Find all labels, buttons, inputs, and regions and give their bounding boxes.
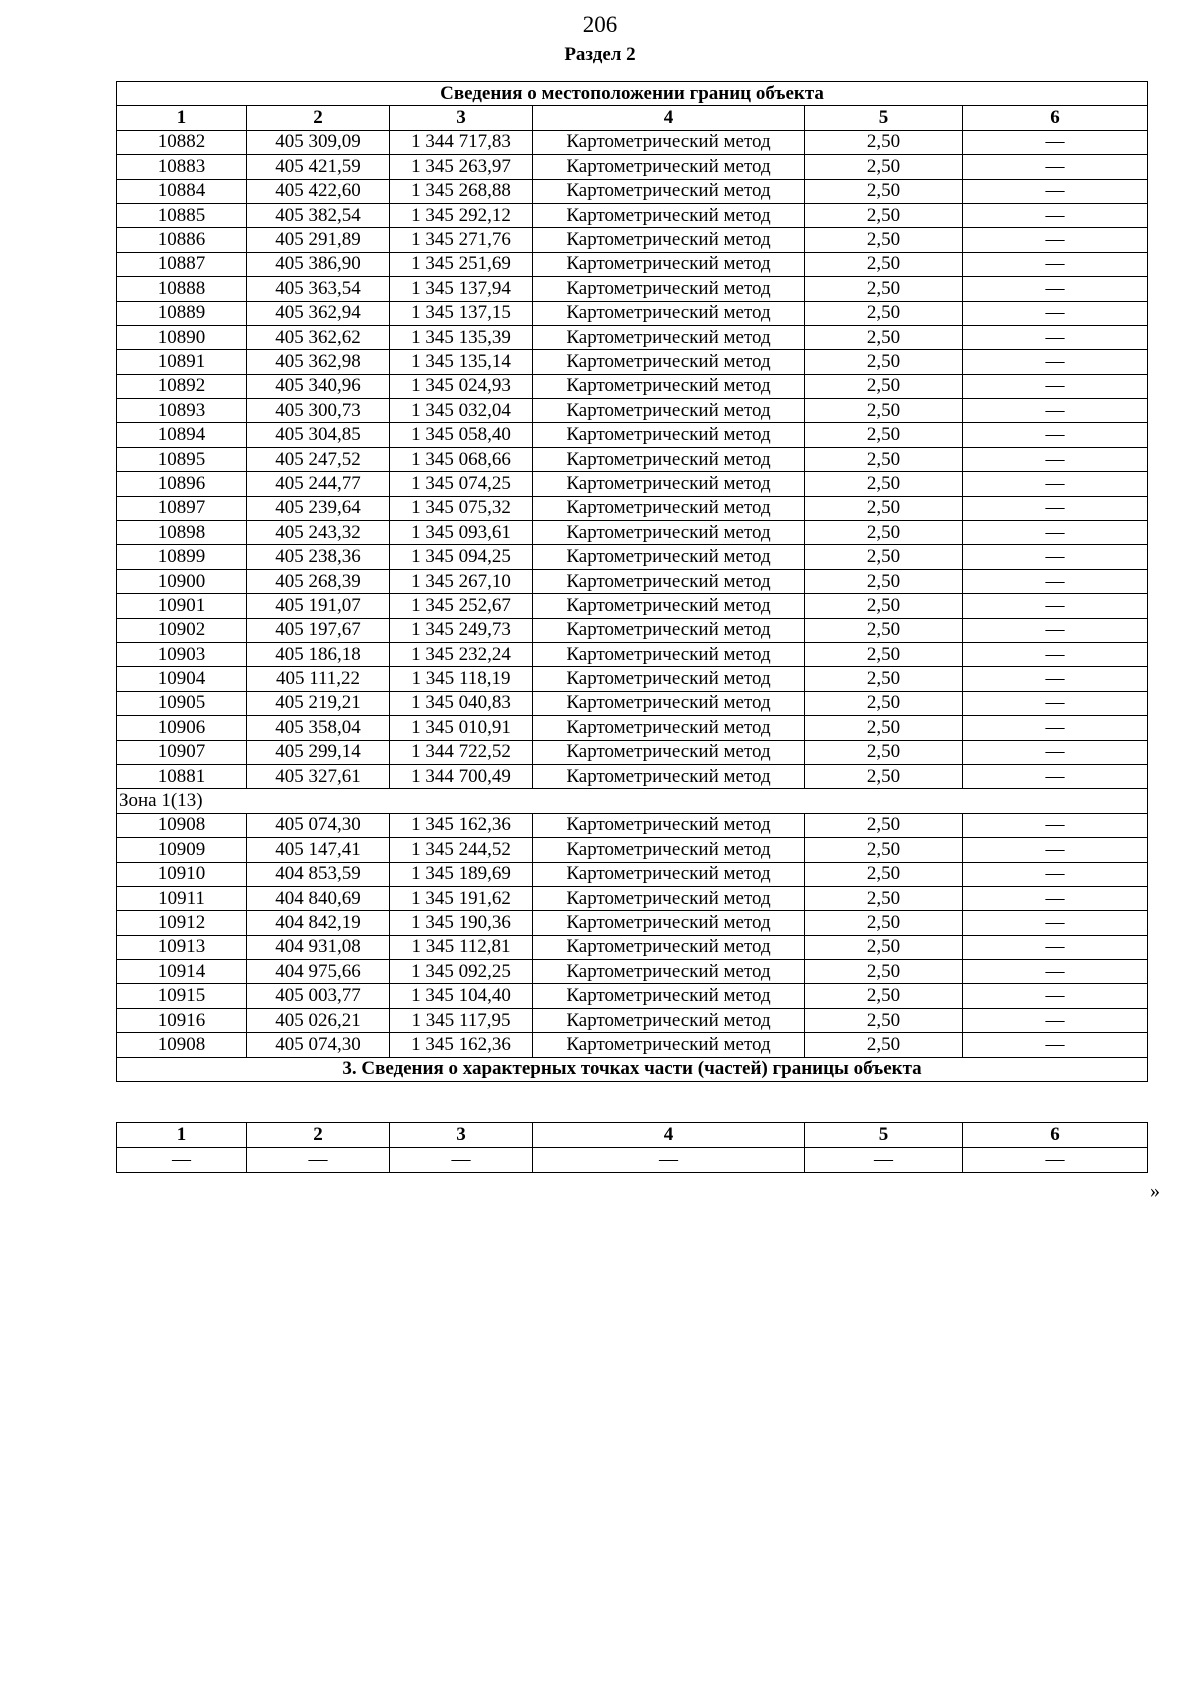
table-cell: Картометрический метод (533, 642, 805, 666)
table-cell: 2,50 (805, 594, 963, 618)
table-cell: Картометрический метод (533, 130, 805, 154)
table-cell: — (963, 667, 1148, 691)
table-cell: Картометрический метод (533, 228, 805, 252)
table-cell: — (963, 252, 1148, 276)
table-cell: — (963, 179, 1148, 203)
table-cell: — (247, 1147, 390, 1172)
table-cell: 405 244,77 (247, 472, 390, 496)
table-cell: 10881 (117, 764, 247, 788)
table-row (117, 130, 1148, 154)
table-cell: 405 191,07 (247, 594, 390, 618)
table-cell: 1 345 162,36 (390, 813, 533, 837)
table-cell: Картометрический метод (533, 569, 805, 593)
table-cell: — (963, 301, 1148, 325)
table-cell: 6 (963, 106, 1148, 130)
table-cell: — (963, 911, 1148, 935)
table-cell: 2,50 (805, 374, 963, 398)
table-row (117, 301, 1148, 325)
table-cell: Картометрический метод (533, 496, 805, 520)
table-cell: 1 344 700,49 (390, 764, 533, 788)
table-row (117, 545, 1148, 569)
table-row (117, 716, 1148, 740)
table-cell: — (963, 984, 1148, 1008)
table-cell: 10913 (117, 935, 247, 959)
table-cell: 405 247,52 (247, 447, 390, 471)
table-cell: 2,50 (805, 618, 963, 642)
table-row (117, 618, 1148, 642)
section-title: Раздел 2 (564, 44, 636, 65)
table-cell: 2,50 (805, 155, 963, 179)
table-row (117, 399, 1148, 423)
table-cell: 1 345 271,76 (390, 228, 533, 252)
table-cell: 10908 (117, 1033, 247, 1057)
table-cell: 1 345 104,40 (390, 984, 533, 1008)
table-cell: 10888 (117, 277, 247, 301)
table-cell: 2,50 (805, 203, 963, 227)
table-cell: 1 345 135,14 (390, 350, 533, 374)
table-cell: 2,50 (805, 886, 963, 910)
table-header-row (117, 106, 1148, 130)
table-cell: — (963, 691, 1148, 715)
table-cell: 405 362,62 (247, 325, 390, 349)
table-row (117, 886, 1148, 910)
table-cell: — (963, 569, 1148, 593)
table-cell: — (963, 838, 1148, 862)
table-cell: 10885 (117, 203, 247, 227)
table-cell: 404 931,08 (247, 935, 390, 959)
table-cell: 405 239,64 (247, 496, 390, 520)
boundary-parts-points-table (116, 1122, 1148, 1173)
table-cell: — (963, 764, 1148, 788)
table-cell: 1 345 074,25 (390, 472, 533, 496)
table-row (117, 960, 1148, 984)
table-cell: — (963, 374, 1148, 398)
table-cell: 1 345 093,61 (390, 521, 533, 545)
table-cell: 2,50 (805, 569, 963, 593)
table-cell: Картометрический метод (533, 423, 805, 447)
table-row (117, 155, 1148, 179)
table-cell: — (963, 399, 1148, 423)
table-cell: 3 (390, 106, 533, 130)
table-cell: — (963, 862, 1148, 886)
table-cell: 1 345 189,69 (390, 862, 533, 886)
table-cell: 1 345 251,69 (390, 252, 533, 276)
table-cell: — (963, 1033, 1148, 1057)
table-row (117, 569, 1148, 593)
table-cell: — (963, 594, 1148, 618)
table-cell: 1 345 024,93 (390, 374, 533, 398)
table-cell: 3 (390, 1123, 533, 1148)
table-cell: — (963, 886, 1148, 910)
table-row (117, 179, 1148, 203)
table-cell: 4 (533, 1123, 805, 1148)
section-3-caption: 3. Сведения о характерных точках части (частей) границы объекта (117, 1057, 1148, 1081)
table-cell: Картометрический метод (533, 886, 805, 910)
table-cell: 1 345 232,24 (390, 642, 533, 666)
table-row (117, 1147, 1148, 1172)
table-cell: 2,50 (805, 862, 963, 886)
table-row (117, 252, 1148, 276)
table-row (117, 447, 1148, 471)
table-cell: — (963, 960, 1148, 984)
table-cell: — (963, 472, 1148, 496)
table-cell: 10914 (117, 960, 247, 984)
table-row (117, 1008, 1148, 1032)
table-row (117, 594, 1148, 618)
table-cell: 405 304,85 (247, 423, 390, 447)
table-row (117, 691, 1148, 715)
table-row (117, 862, 1148, 886)
table-cell: — (963, 716, 1148, 740)
table-cell: 405 309,09 (247, 130, 390, 154)
table-cell: 10889 (117, 301, 247, 325)
table-cell: — (963, 935, 1148, 959)
table-cell: — (390, 1147, 533, 1172)
table-cell: 10903 (117, 642, 247, 666)
table-cell: 404 842,19 (247, 911, 390, 935)
table-cell: 2,50 (805, 130, 963, 154)
table-cell: 10892 (117, 374, 247, 398)
table-cell: 404 840,69 (247, 886, 390, 910)
table-cell: 2,50 (805, 813, 963, 837)
table-row (117, 984, 1148, 1008)
table-row (117, 496, 1148, 520)
table-cell: — (963, 203, 1148, 227)
table-cell: 2,50 (805, 179, 963, 203)
table-row (117, 374, 1148, 398)
table-cell: — (963, 155, 1148, 179)
table-cell: 1 345 263,97 (390, 155, 533, 179)
zone-label-row (117, 789, 1148, 813)
table-row (117, 911, 1148, 935)
table-cell: 2,50 (805, 472, 963, 496)
table-cell: 2,50 (805, 1033, 963, 1057)
table-header-row (117, 1123, 1148, 1148)
table-cell: 10916 (117, 1008, 247, 1032)
table-cell: 405 111,22 (247, 667, 390, 691)
table-cell: 2,50 (805, 764, 963, 788)
table-row (117, 228, 1148, 252)
table-cell: Картометрический метод (533, 813, 805, 837)
table-cell: 10884 (117, 179, 247, 203)
table-cell: 10905 (117, 691, 247, 715)
table-cell: 405 422,60 (247, 179, 390, 203)
table-cell: Картометрический метод (533, 399, 805, 423)
table-cell: Картометрический метод (533, 472, 805, 496)
table-cell: 1 345 112,81 (390, 935, 533, 959)
table-row (117, 1033, 1148, 1057)
table-cell: 1 345 010,91 (390, 716, 533, 740)
table-cell: 405 300,73 (247, 399, 390, 423)
table-cell: 10896 (117, 472, 247, 496)
table-cell: Картометрический метод (533, 984, 805, 1008)
table-cell: — (963, 813, 1148, 837)
table-cell: 405 219,21 (247, 691, 390, 715)
table-row (117, 642, 1148, 666)
table-cell: 1 345 268,88 (390, 179, 533, 203)
table-cell: — (805, 1147, 963, 1172)
table-cell: — (963, 423, 1148, 447)
table-cell: 405 363,54 (247, 277, 390, 301)
table-cell: 405 327,61 (247, 764, 390, 788)
table-cell: 405 147,41 (247, 838, 390, 862)
table-cell: Картометрический метод (533, 838, 805, 862)
page-number: 206 (582, 12, 618, 37)
table-cell: 405 299,14 (247, 740, 390, 764)
table-cell: 1 (117, 1123, 247, 1148)
table-cell: 2,50 (805, 667, 963, 691)
section-3-caption-row (117, 1057, 1148, 1081)
table-row (117, 740, 1148, 764)
table-cell: Картометрический метод (533, 252, 805, 276)
table-cell: 10901 (117, 594, 247, 618)
table-cell: 1 345 118,19 (390, 667, 533, 691)
table-cell: 405 358,04 (247, 716, 390, 740)
table-cell: — (963, 277, 1148, 301)
table-cell: 405 291,89 (247, 228, 390, 252)
table-row (117, 203, 1148, 227)
table-caption-row (117, 82, 1148, 106)
table-cell: 1 345 190,36 (390, 911, 533, 935)
table-cell: 405 197,67 (247, 618, 390, 642)
table-cell: 10912 (117, 911, 247, 935)
table-cell: — (963, 228, 1148, 252)
table-cell: 1 345 094,25 (390, 545, 533, 569)
table-cell: 10895 (117, 447, 247, 471)
table-cell: 405 186,18 (247, 642, 390, 666)
table-cell: 4 (533, 106, 805, 130)
table-cell: 2,50 (805, 350, 963, 374)
table-cell: — (963, 350, 1148, 374)
table-cell: 10882 (117, 130, 247, 154)
table-cell: 1 345 075,32 (390, 496, 533, 520)
table-cell: 1 345 058,40 (390, 423, 533, 447)
table-cell: Картометрический метод (533, 862, 805, 886)
table-cell: 2,50 (805, 935, 963, 959)
table-cell: 405 362,98 (247, 350, 390, 374)
table-cell: 1 345 252,67 (390, 594, 533, 618)
table-cell: 1 345 249,73 (390, 618, 533, 642)
table-cell: 2,50 (805, 228, 963, 252)
table-cell: 10915 (117, 984, 247, 1008)
table-cell: 2,50 (805, 691, 963, 715)
table-cell: 405 238,36 (247, 545, 390, 569)
table-cell: 10891 (117, 350, 247, 374)
table-cell: 404 975,66 (247, 960, 390, 984)
table-cell: 2,50 (805, 1008, 963, 1032)
table-row (117, 325, 1148, 349)
table-cell: 1 345 137,94 (390, 277, 533, 301)
table-cell: 1 345 117,95 (390, 1008, 533, 1032)
table-cell: 405 074,30 (247, 813, 390, 837)
table-cell: 2,50 (805, 447, 963, 471)
table-cell: 2,50 (805, 277, 963, 301)
table-cell: 10910 (117, 862, 247, 886)
table-cell: Картометрический метод (533, 764, 805, 788)
table-cell: — (963, 545, 1148, 569)
table-cell: 405 026,21 (247, 1008, 390, 1032)
table-cell: Картометрический метод (533, 325, 805, 349)
table-cell: 405 268,39 (247, 569, 390, 593)
table-row (117, 667, 1148, 691)
table-row (117, 935, 1148, 959)
table-cell: 2,50 (805, 716, 963, 740)
table-cell: 2,50 (805, 325, 963, 349)
table-cell: 405 386,90 (247, 252, 390, 276)
table-cell: 405 243,32 (247, 521, 390, 545)
table-cell: — (963, 642, 1148, 666)
table-row (117, 423, 1148, 447)
table-cell: 1 345 191,62 (390, 886, 533, 910)
table-row (117, 521, 1148, 545)
table-cell: — (963, 496, 1148, 520)
table-cell: 10897 (117, 496, 247, 520)
table-cell: Картометрический метод (533, 179, 805, 203)
table-cell: 405 421,59 (247, 155, 390, 179)
table-cell: 1 345 135,39 (390, 325, 533, 349)
table-cell: 405 382,54 (247, 203, 390, 227)
table-cell: Картометрический метод (533, 935, 805, 959)
table-row (117, 277, 1148, 301)
table-cell: 10909 (117, 838, 247, 862)
table-cell: 10899 (117, 545, 247, 569)
table-cell: 10883 (117, 155, 247, 179)
table-cell: 10906 (117, 716, 247, 740)
table-cell: 2 (247, 1123, 390, 1148)
table-cell: Картометрический метод (533, 521, 805, 545)
table-row (117, 472, 1148, 496)
table-cell: Картометрический метод (533, 1008, 805, 1032)
table-cell: 405 074,30 (247, 1033, 390, 1057)
table-cell: 10904 (117, 667, 247, 691)
table-cell: 2,50 (805, 838, 963, 862)
table-row (117, 350, 1148, 374)
table-cell: 2 (247, 106, 390, 130)
table-cell: 6 (963, 1123, 1148, 1148)
table-cell: 1 345 137,15 (390, 301, 533, 325)
table-cell: Картометрический метод (533, 155, 805, 179)
table-cell: Картометрический метод (533, 691, 805, 715)
table-cell: — (963, 1147, 1148, 1172)
table-cell: 10887 (117, 252, 247, 276)
table-cell: 10900 (117, 569, 247, 593)
table-cell: 10898 (117, 521, 247, 545)
table-cell: 405 003,77 (247, 984, 390, 1008)
table-cell: 1 345 032,04 (390, 399, 533, 423)
table-cell: — (963, 618, 1148, 642)
table-cell: — (963, 740, 1148, 764)
table-cell: 10890 (117, 325, 247, 349)
table-cell: Картометрический метод (533, 740, 805, 764)
table-cell: 10893 (117, 399, 247, 423)
table-cell: 1 345 040,83 (390, 691, 533, 715)
table-cell: 10911 (117, 886, 247, 910)
table-cell: 2,50 (805, 496, 963, 520)
table-cell: Картометрический метод (533, 594, 805, 618)
table-cell: 2,50 (805, 960, 963, 984)
table-cell: 1 345 267,10 (390, 569, 533, 593)
table-cell: 10886 (117, 228, 247, 252)
table-cell: 1 345 162,36 (390, 1033, 533, 1057)
table-row (117, 838, 1148, 862)
table-cell: Картометрический метод (533, 374, 805, 398)
table-cell: 1 344 722,52 (390, 740, 533, 764)
table-cell: Картометрический метод (533, 667, 805, 691)
table-cell: 1 345 092,25 (390, 960, 533, 984)
table-row (117, 764, 1148, 788)
table-cell: 10894 (117, 423, 247, 447)
table-cell: — (533, 1147, 805, 1172)
table-cell: — (963, 325, 1148, 349)
table-cell: 405 340,96 (247, 374, 390, 398)
table-cell: 2,50 (805, 423, 963, 447)
table-cell: Картометрический метод (533, 716, 805, 740)
table-cell: 404 853,59 (247, 862, 390, 886)
table-cell: 1 344 717,83 (390, 130, 533, 154)
table-cell: 10907 (117, 740, 247, 764)
table-caption: Сведения о местоположении границ объекта (117, 82, 1148, 106)
table-cell: 2,50 (805, 984, 963, 1008)
boundary-location-table (116, 81, 1148, 1082)
table-cell: 5 (805, 106, 963, 130)
table-cell: 1 345 068,66 (390, 447, 533, 471)
table-cell: 2,50 (805, 521, 963, 545)
table-cell: 10908 (117, 813, 247, 837)
table-cell: Картометрический метод (533, 618, 805, 642)
table-cell: 2,50 (805, 740, 963, 764)
table-cell: 2,50 (805, 399, 963, 423)
table-cell: Картометрический метод (533, 960, 805, 984)
table-cell: 1 345 292,12 (390, 203, 533, 227)
table-cell: Картометрический метод (533, 1033, 805, 1057)
table-cell: 1 345 244,52 (390, 838, 533, 862)
table-cell: 10902 (117, 618, 247, 642)
table-cell: 1 (117, 106, 247, 130)
zone-label: Зона 1(13) (117, 789, 1148, 813)
table-cell: 2,50 (805, 252, 963, 276)
table-cell: — (963, 447, 1148, 471)
table-cell: — (963, 521, 1148, 545)
table-cell: 405 362,94 (247, 301, 390, 325)
table-cell: Картометрический метод (533, 203, 805, 227)
table-row (117, 813, 1148, 837)
table-cell: 2,50 (805, 301, 963, 325)
table-cell: — (963, 1008, 1148, 1032)
table-cell: 2,50 (805, 911, 963, 935)
table-cell: — (117, 1147, 247, 1172)
table-cell: 2,50 (805, 545, 963, 569)
table-cell: 2,50 (805, 642, 963, 666)
table-cell: Картометрический метод (533, 545, 805, 569)
table-cell: Картометрический метод (533, 277, 805, 301)
table-cell: Картометрический метод (533, 911, 805, 935)
closing-quote-mark: » (1150, 1180, 1160, 1202)
table-cell: Картометрический метод (533, 301, 805, 325)
table-cell: Картометрический метод (533, 447, 805, 471)
table-cell: Картометрический метод (533, 350, 805, 374)
table-cell: 5 (805, 1123, 963, 1148)
table-cell: — (963, 130, 1148, 154)
